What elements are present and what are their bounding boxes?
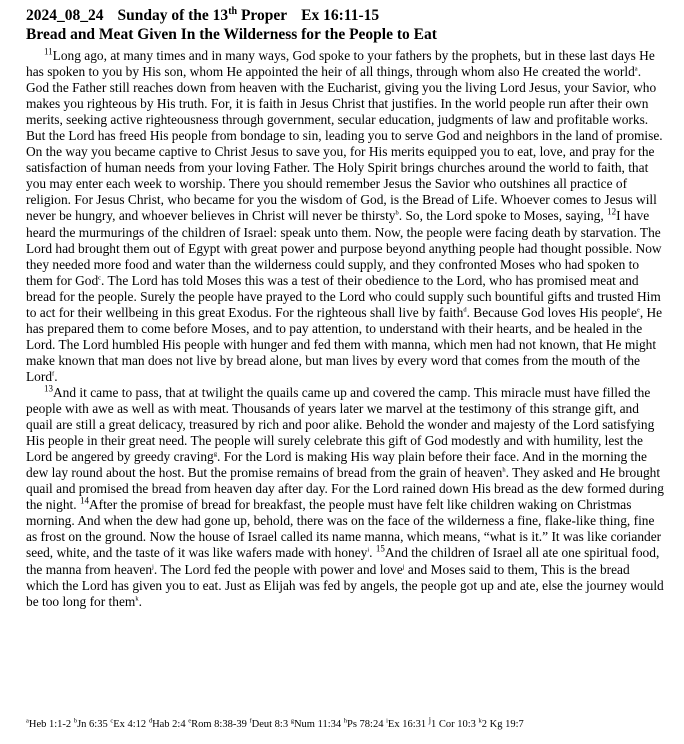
footnote-ref: Deut 8:3	[251, 719, 289, 730]
heading-title: Bread and Meat Given In the Wilderness for the People to Eat	[26, 26, 437, 43]
footnote-item	[149, 719, 186, 730]
footnote-marker: h	[502, 466, 506, 474]
footnote-item	[110, 719, 146, 730]
text-run: .	[138, 593, 142, 609]
footnote-mark: k	[478, 717, 482, 725]
footnote-ref: Ex 4:12	[113, 719, 147, 730]
footnote-ref: Hab 2:4	[152, 719, 186, 730]
footnote-mark: a	[26, 717, 29, 725]
footnote-mark: d	[148, 717, 153, 725]
footnote-mark: e	[188, 717, 192, 725]
text-run: After the promise of bread for breakfast, the people must have felt like children waking on Christmas morning. And when the dew had gone up, behold, there was on the face of the wilderness a fine, flake-like thing, fine as frost on the ground. Now the house of Israel called its name manna, which means, “what is it.” It was like coriander seed, white, and the taste of it was like wafers made with honey	[26, 497, 662, 561]
footnote-mark: c	[110, 717, 114, 725]
text-run: . God the Father still reaches down from heaven with the Eucharist, giving you the living Lord Jesus, your Savior, who makes you righteous by His truth. For, it is faith in Jesus Christ that justifies. In the world people run after their own merits, seeking active righteousness through government, secular education, judgments of law and profitable works. But the Lord has freed His people from bondage to sin, leading you to serve God and neighbors in the land of promise. On the way you became captive to Christ Jesus to save you, for His merits equipped you to eat, love, and pray for the satisfaction of human needs from your loving Father. The Holy Spirit brings churches around the world to faith, that you may enter each week to worship. There you should remember Jesus the Savior who outshines all practice of religion. For Jesus Christ, who became for you the wisdom of God, is the Bread of Life. Whoever comes to Jesus will never be hungry, and whoever believes in Christ will never be thirsty	[26, 64, 663, 224]
heading-day: Sunday of the 13	[117, 7, 229, 24]
heading-date: 2024_08_24	[26, 7, 104, 24]
footnote-ref: Num 11:34	[293, 719, 342, 730]
footnote-ref: Rom 8:38-39	[191, 719, 247, 730]
footnote-item	[344, 719, 384, 730]
footnote-marker: j	[402, 563, 405, 571]
footnote-ref: Ex 16:31	[387, 719, 427, 730]
footnote-marker: i	[367, 546, 370, 554]
text-run: . For the Lord is making His way plain before their face. And in the morning the dew lay round about the host. But the promise remains of bread from the grain of heaven	[26, 449, 647, 481]
text-run: And the children of Israel all ate one spiritual food, the manna from heaven	[26, 545, 660, 577]
heading-line-1	[26, 6, 664, 25]
footnote-ref: 2 Kg 19:7	[481, 719, 524, 730]
footnote-mark: h	[343, 717, 347, 725]
footnote-mark: f	[249, 717, 252, 725]
footnote-marker: c	[98, 274, 102, 282]
heading-reference: Ex 16:11-15	[301, 7, 380, 24]
footnote-ref: 1 Cor 10:3	[430, 719, 476, 730]
footnote-mark: b	[73, 717, 78, 725]
footnote-item	[291, 719, 341, 730]
text-run: . The Lord has told Moses this was a test of their obedience to the Lord, who has promised meat and bread for the people. Surely the people have prayed to the Lord who could supply such bountiful gifts and trusted Him to act for their wellbeing in this great Exodus. For the righteous shall live by faith	[26, 272, 661, 320]
footnote-marker: g	[213, 450, 218, 458]
footnote-item	[479, 719, 524, 730]
footnote-item	[74, 719, 108, 730]
text-run: Long ago, at many times and in many ways, God spoke to your fathers by the prophets, but in these last days He has spoken to you by His son, whom He appointed the heir of all things, through whom also He created the world	[26, 48, 655, 80]
text-run: .	[54, 368, 58, 384]
footnote-marker: f	[52, 370, 55, 378]
footnote-item	[386, 719, 426, 730]
footnotes-line	[26, 715, 524, 731]
text-run: . Because God loves His people	[466, 304, 637, 320]
footnote-marker: k	[135, 595, 139, 603]
footnote-item	[249, 719, 288, 730]
footnote-marker: j	[152, 563, 154, 571]
text-run: and Moses said to them, This is the bread which the Lord has given you to eat. Just as Elijah was fed by angels, the people got up and ate, else the journey would be too long for them	[26, 561, 664, 609]
footnote-marker: a	[634, 65, 638, 73]
verse-number: 15	[375, 543, 385, 554]
footnote-marker: d	[463, 306, 467, 314]
text-run: . So, the Lord spoke to Moses, saying,	[398, 208, 608, 224]
paragraph-2	[26, 385, 664, 610]
document-heading	[26, 6, 664, 44]
footnote-mark: j	[428, 715, 431, 725]
text-run: And it came to pass, that at twilight the quails came up and covered the camp. This miracle must have filled the people with awe as well as with meat. Thousands of years later we marvel at the testimony of this strange gift, and quail are still a great delicacy, treasured by rich and poor alike. Behold the wonder and majesty of the Lord satisfying His people in their great need. The people will surely celebrate this gift of God modestly and with humility, lest the Lord be angered by greedy craving	[26, 384, 655, 465]
paragraph-1	[26, 48, 664, 385]
heading-day-suffix: th	[228, 5, 238, 17]
verse-number: 13	[44, 383, 53, 394]
footnote-ref: Heb 1:1-2	[28, 719, 72, 730]
meditation-body	[26, 48, 664, 610]
text-run: , He has prepared them to come before Moses, and to pay attention, to understand with their hearts, and be healed in the Lord. The Lord humbled His people with hunger and fed them with manna, which men had not known, that He might make known that man does not live by bread alone, but man lives by every word that comes from the mouth of the Lord	[26, 304, 663, 384]
verse-number: 12	[607, 207, 617, 217]
text-run: I have heard the murmurings of the children of Israel: speak unto them. Now, the people were facing death by starvation. The Lord had brought them out of Egypt with great power and purpose beyond anything people had thought possible. Now they needed more food and water than the wilderness could supply, and they confronted Moses who had spoken to them for God	[26, 208, 662, 288]
text-run: . The Lord fed the people with power and love	[153, 561, 403, 577]
verse-number: 11	[44, 46, 53, 57]
footnote-item	[26, 719, 71, 730]
footnote-marker: b	[395, 210, 399, 217]
verse-number: 14	[79, 495, 89, 506]
footnote-ref: Ps 78:24	[347, 719, 384, 730]
footnote-mark: g	[290, 717, 294, 725]
text-run: . They asked and He brought quail and promised the bread from heaven day after day. For the Lord rained down His bread as the dew formed during the night.	[26, 465, 664, 513]
footnote-marker: e	[636, 306, 640, 314]
heading-proper: Proper	[240, 7, 288, 24]
footnote-item	[188, 719, 247, 730]
footnote-ref: Jn 6:35	[77, 719, 108, 730]
text-run: .	[369, 545, 376, 561]
footnote-item	[428, 715, 476, 730]
footnote-mark: i	[386, 717, 388, 725]
